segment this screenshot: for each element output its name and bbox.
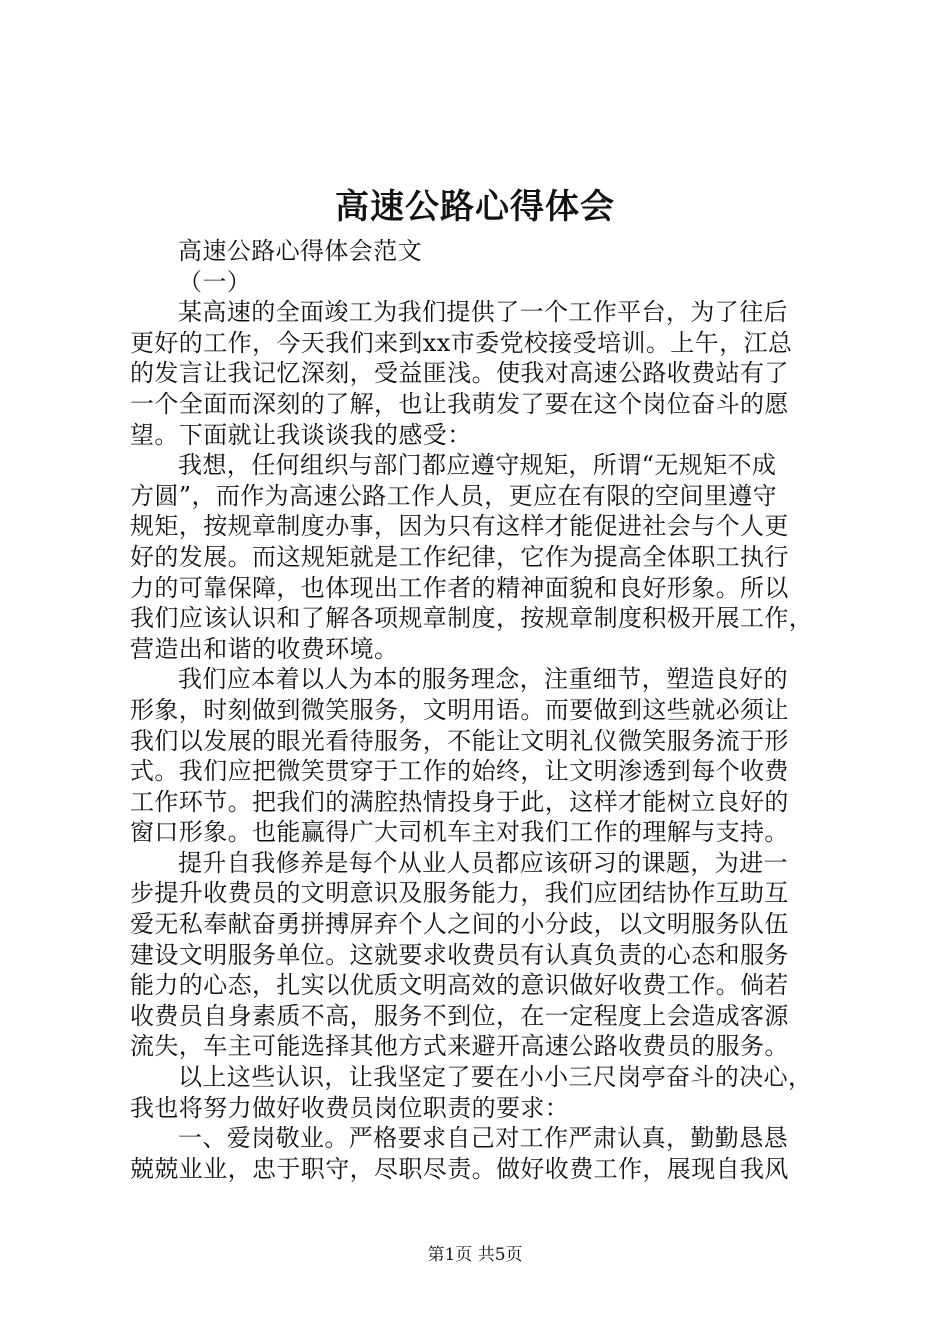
text-line: （一） (178, 267, 252, 296)
text-line: 我想，任何组织与部门都应遵守规矩，所谓“无规矩不成 (178, 451, 777, 480)
text-line: 兢兢业业，忠于职守，尽职尽责。做好收费工作，展现自我风 (130, 1154, 789, 1183)
text-line: 我们应本着以人为本的服务理念，注重细节，塑造良好的 (178, 665, 788, 694)
text-line: 我也将努力做好收费员岗位职责的要求： (130, 1093, 570, 1122)
text-line: 一、爱岗敬业。严格要求自己对工作严肃认真，勤勤恳恳 (178, 1124, 788, 1153)
document-body (130, 236, 830, 1184)
text-line: 建设文明服务单位。这就要求收费员有认真负责的心态和服务 (130, 940, 789, 969)
text-line: 的发言让我记忆深刻，受益匪浅。使我对高速公路收费站有了 (130, 359, 789, 388)
text-line: 窗口形象。也能赢得广大司机车主对我们工作的理解与支持。 (130, 818, 789, 847)
text-line: 方圆”，而作为高速公路工作人员，更应在有限的空间里遵守 (130, 481, 778, 510)
text-line: 步提升收费员的文明意识及服务能力，我们应团结协作互助互 (130, 879, 789, 908)
text-line: 我们应该认识和了解各项规章制度，按规章制度积极开展工作， (130, 604, 814, 633)
text-line: 收费员自身素质不高，服务不到位，在一定程度上会造成客源 (130, 1001, 789, 1030)
text-line: 营造出和谐的收费环境。 (130, 634, 399, 663)
text-line: 更好的工作，今天我们来到xx市委党校接受培训。上午，江总 (130, 328, 793, 357)
text-line: 流失，车主可能选择其他方式来避开高速公路收费员的服务。 (130, 1032, 789, 1061)
text-line: 我们以发展的眼光看待服务，不能让文明礼仪微笑服务流于形 (130, 726, 789, 755)
text-line: 能力的心态，扎实以优质文明高效的意识做好收费工作。倘若 (130, 971, 789, 1000)
text-line: 提升自我修养是每个从业人员都应该研习的课题，为进一 (178, 848, 788, 877)
text-line: 形象，时刻做到微笑服务，文明用语。而要做到这些就必须让 (130, 695, 789, 724)
text-line: 望。下面就让我谈谈我的感受： (130, 420, 472, 449)
text-line: 某高速的全面竣工为我们提供了一个工作平台，为了往后 (178, 298, 788, 327)
text-line: 规矩，按规章制度办事，因为只有这样才能促进社会与个人更 (130, 512, 789, 541)
text-line: 以上这些认识，让我坚定了要在小小三尺岗亭奋斗的决心， (178, 1063, 813, 1092)
text-line: 一个全面而深刻的了解，也让我萌发了要在这个岗位奋斗的愿 (130, 389, 789, 418)
document-title: 高速公路心得体会 (335, 187, 615, 227)
text-line: 好的发展。而这规矩就是工作纪律，它作为提高全体职工执行 (130, 542, 789, 571)
text-line: 爱无私奉献奋勇拼搏屏弃个人之间的小分歧，以文明服务队伍 (130, 910, 789, 939)
text-line: 高速公路心得体会范文 (178, 237, 422, 265)
text-line: 工作环节。把我们的满腔热情投身于此，这样才能树立良好的 (130, 787, 789, 816)
page-indicator: 第1页 共5页 (427, 1245, 523, 1265)
text-line: 式。我们应把微笑贯穿于工作的始终，让文明渗透到每个收费 (130, 757, 789, 786)
text-line: 力的可靠保障，也体现出工作者的精神面貌和良好形象。所以 (130, 573, 789, 602)
